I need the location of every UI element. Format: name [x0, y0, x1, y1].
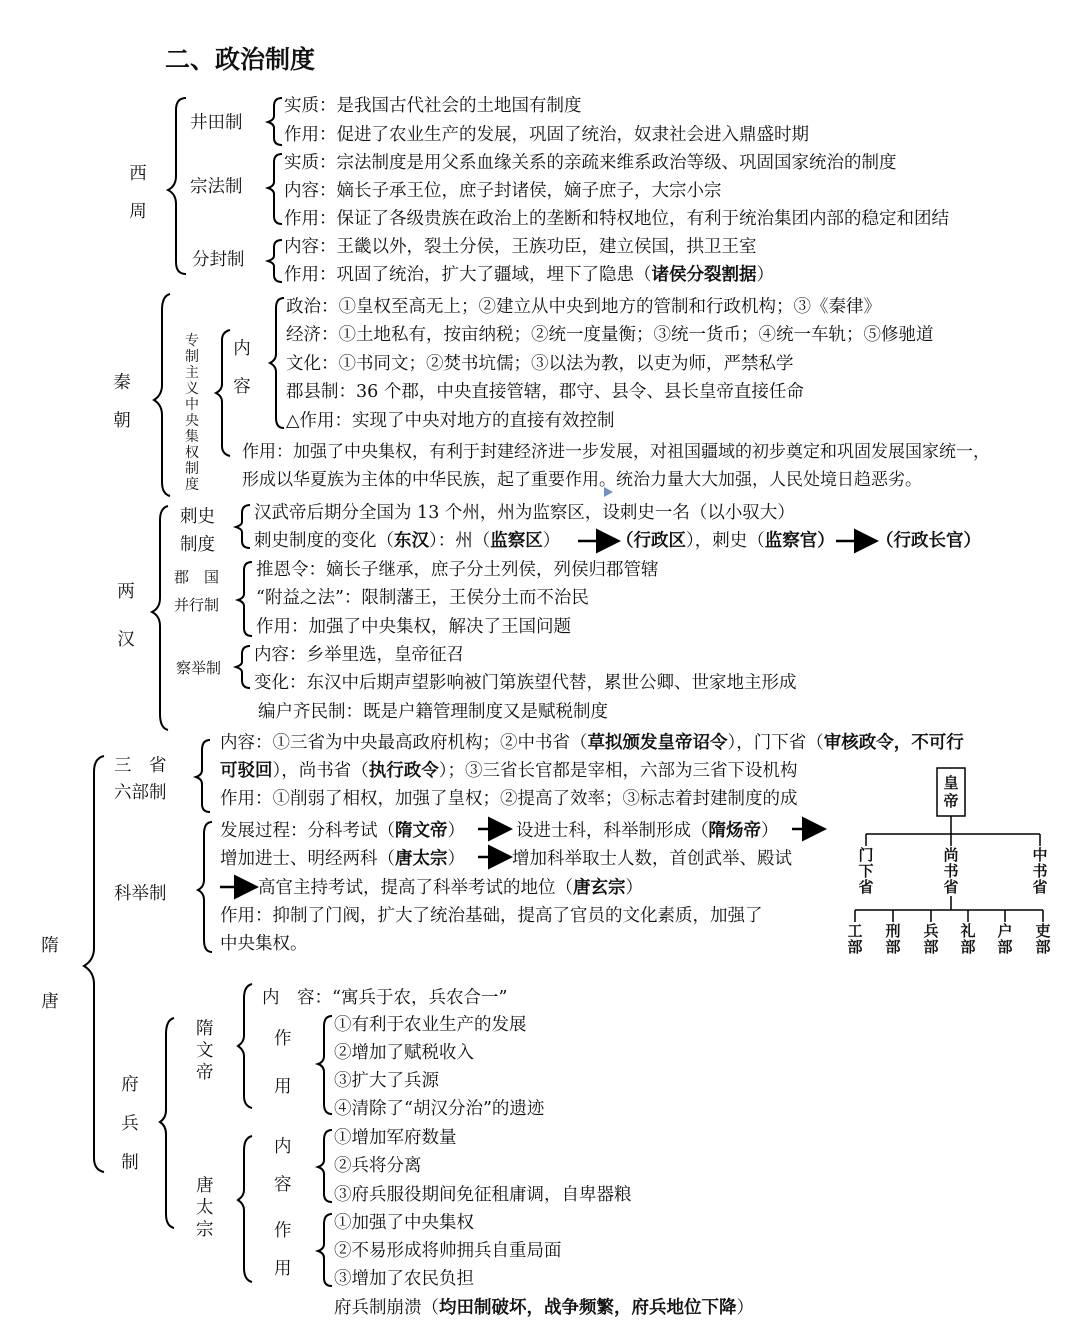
taizong-e-line-1: ①加强了中央集权 [334, 1213, 474, 1233]
taizong-c2: 太 [196, 1198, 214, 1218]
taizong-effect-2: 用 [274, 1259, 292, 1279]
taizong-content-1: 内 [274, 1137, 292, 1157]
chaju-line-1: 内容：乡举里选，皇帝征召 [254, 645, 464, 665]
label-suitang-1: 隋 [41, 936, 59, 956]
keju-line-2b: 增加科举取士人数，首创武举、殿试 [512, 849, 792, 869]
sansheng-line-2: 可驳回），尚书省（执行政令）；③三省长官都是宰相，六部为三省下设机构 [220, 761, 798, 781]
qin-line-3: 文化：①书同文；②焚书坑儒；③以法为教，以吏为师，严禁私学 [286, 354, 794, 374]
fubing-collapse: 府兵制崩溃（均田制破坏，战争频繁，府兵地位下降） [334, 1298, 754, 1318]
taizong-e-line-3: ③增加了农民负担 [334, 1269, 474, 1289]
label-xizhou-2: 周 [129, 202, 147, 222]
sansheng-name-2: 六部制 [114, 783, 167, 803]
suiwendi-c3: 帝 [196, 1063, 214, 1083]
qin-content-2: 容 [233, 377, 251, 397]
suiwendi-e3: ③扩大了兵源 [334, 1071, 439, 1091]
qin-content-1: 内 [233, 339, 251, 359]
taizong-c-line-1: ①增加军府数量 [334, 1128, 457, 1148]
suiwendi-effect-1: 作 [274, 1029, 292, 1049]
jingtian-name: 井田制 [190, 113, 243, 133]
chaju-name: 察举制 [176, 659, 222, 677]
cishi-name-1: 刺史 [180, 507, 215, 527]
junguo-line-2: “附益之法”：限制藩王，王侯分土而不治民 [256, 588, 589, 608]
label-fubing-3: 制 [121, 1153, 139, 1173]
qin-effect-2: 形成以华夏族为主体的中华民族，起了重要作用。统治力量大大加强，人民处境日趋恶劣。 [242, 470, 922, 490]
sansheng-name-1: 三 省 [114, 756, 167, 776]
taizong-c-line-3: ③府兵服役期间免征租庸调，自卑器粮 [334, 1185, 632, 1205]
cishi-line-2b: （行政区），刺史（监察官） [616, 531, 835, 551]
junguo-name-2: 并行制 [174, 596, 220, 614]
zongfa-line-2: 内容：嫡长子承王位，庶子封诸侯，嫡子庶子，大宗小宗 [284, 181, 722, 201]
cishi-line-1: 汉武帝后期分全国为 13 个州，州为监察区，设刺史一名（以小驭大） [254, 503, 795, 523]
brace-xizhou [168, 98, 186, 274]
keju-line-1a: 发展过程：分科考试（隋文帝） [220, 821, 465, 841]
taizong-content-2: 容 [274, 1175, 292, 1195]
suiwendi-e2: ②增加了赋税收入 [334, 1043, 474, 1063]
qin-line-5: △作用：实现了中央对地方的直接有效控制 [286, 411, 615, 431]
suiwendi-effect-2: 用 [274, 1077, 292, 1097]
fenfeng-line-2: 作用：巩固了统治，扩大了疆域，埋下了隐患（诸侯分裂割据） [284, 265, 774, 285]
label-xizhou-1: 西 [129, 164, 147, 184]
jingtian-line-1: 实质：是我国古代社会的土地国有制度 [284, 96, 582, 116]
zongfa-line-3: 作用：保证了各级贵族在政治上的垄断和特权地位，有利于统治集团内部的稳定和团结 [284, 209, 949, 229]
label-han-2: 汉 [117, 630, 135, 650]
fenfeng-name: 分封制 [192, 250, 245, 270]
cishi-line-2c: （行政长官） [876, 531, 981, 551]
qin-line-1: 政治：①皇权至高无上；②建立从中央到地方的管制和行政机构；③《秦律》 [286, 297, 881, 317]
zongfa-name: 宗法制 [190, 177, 243, 197]
page-title: 二、政治制度 [165, 45, 316, 74]
label-han-1: 两 [117, 582, 135, 602]
taizong-e-line-2: ②不易形成将帅拥兵自重局面 [334, 1241, 562, 1261]
fenfeng-line-1: 内容：王畿以外，裂土分侯，王族功臣，建立侯国，拱卫王室 [284, 237, 757, 257]
brace-qin [154, 294, 170, 496]
label-fubing-2: 兵 [121, 1114, 139, 1134]
taizong-c3: 宗 [196, 1220, 214, 1240]
taizong-c1: 唐 [196, 1176, 214, 1196]
keju-line-5: 中央集权。 [220, 934, 308, 954]
suiwendi-c2: 文 [196, 1041, 214, 1061]
zongfa-line-1: 实质：宗法制度是用父系血缘关系的亲疏来维系政治等级、巩固国家统治的制度 [284, 153, 897, 173]
qin-line-2: 经济：①土地私有，按亩纳税；②统一度量衡；③统一货币；④统一车轨；⑤修驰道 [286, 325, 934, 345]
junguo-line-1: 推恩令：嫡长子继承，庶子分土列侯，列侯归郡管辖 [256, 560, 659, 580]
label-qin-2: 朝 [113, 411, 131, 431]
label-suitang-2: 唐 [41, 992, 59, 1012]
qin-line-4: 郡县制：36 个郡，中央直接管辖，郡守、县令、县长皇帝直接任命 [286, 382, 804, 402]
suiwendi-e1: ①有利于农业生产的发展 [334, 1015, 527, 1035]
junguo-name-1: 郡 国 [174, 568, 220, 586]
cishi-line-2: 刺史制度的变化（东汉）：州（监察区） [254, 531, 561, 551]
bianhu-line: 编户齐民制：既是户籍管理制度又是赋税制度 [258, 702, 608, 722]
jingtian-line-2: 作用：促进了农业生产的发展，巩固了统治，奴隶社会进入鼎盛时期 [284, 125, 809, 145]
keju-name: 科举制 [114, 884, 167, 904]
taizong-c-line-2: ②兵将分离 [334, 1156, 422, 1176]
chaju-line-2: 变化：东汉中后期声望影响被门第族望代替，累世公卿、世家地主形成 [254, 673, 797, 693]
brace-han [152, 506, 168, 730]
label-fubing-1: 府 [121, 1075, 139, 1095]
sansheng-line-1: 内容：①三省为中央最高政府机构；②中书省（草拟颁发皇帝诏令），门下省（审核政令，不可行 [220, 733, 964, 753]
brace-suitang [84, 756, 104, 1172]
suiwendi-content: 内 容：“寓兵于农，兵农合一” [262, 988, 508, 1008]
suiwendi-e4: ④清除了“胡汉分治”的遗迹 [334, 1099, 545, 1119]
keju-line-3: 高官主持考试，提高了科举考试的地位（唐玄宗） [258, 878, 643, 898]
keju-line-4: 作用：抑制了门阀，扩大了统治基础，提高了官员的文化素质，加强了 [220, 906, 763, 926]
sansheng-line-3: 作用：①削弱了相权，加强了皇权；②提高了效率；③标志着封建制度的成 [220, 789, 798, 809]
suiwendi-c1: 隋 [196, 1019, 214, 1039]
keju-line-2a: 增加进士、明经两科（唐太宗） [220, 849, 465, 869]
junguo-line-3: 作用：加强了中央集权，解决了王国问题 [256, 617, 571, 637]
keju-line-1b: 设进士科，科举制形成（隋炀帝） [516, 821, 779, 841]
taizong-effect-1: 作 [274, 1221, 292, 1241]
qin-effect-1: 作用：加强了中央集权，有利于封建经济进一步发展，对祖国疆域的初步奠定和巩固发展国家统一， [242, 442, 990, 462]
cishi-name-2: 制度 [180, 535, 215, 555]
label-qin-1: 秦 [113, 373, 131, 393]
